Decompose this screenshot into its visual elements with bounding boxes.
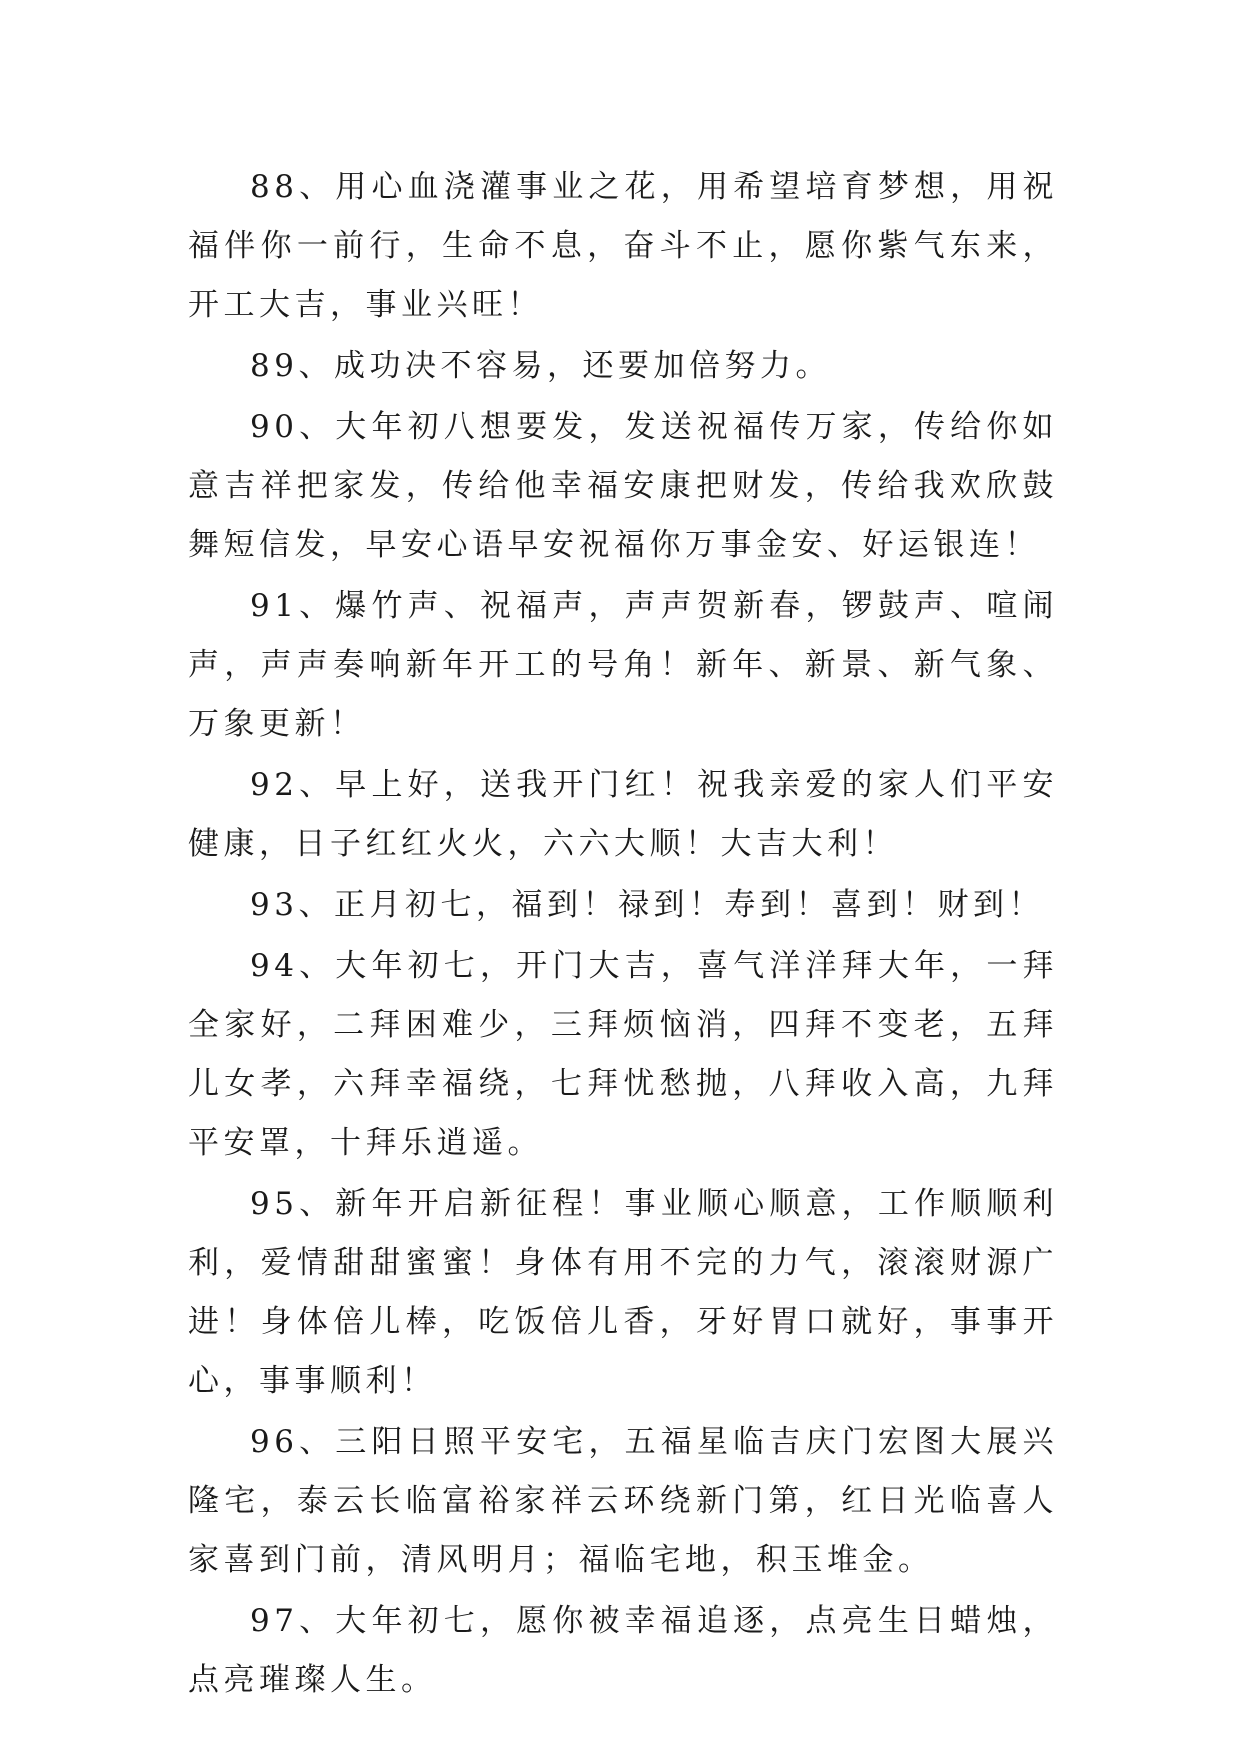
paragraph-94: 94、大年初七，开门大吉，喜气洋洋拜大年，一拜全家好，二拜困难少，三拜烦恼消，四拜不变老，五拜儿女孝，六拜幸福绕，七拜忧愁抛，八拜收入高，九拜平安罩，十拜乐逍遥。: [188, 948, 1058, 1161]
paragraph-96: 96、三阳日照平安宅，五福星临吉庆门宏图大展兴隆宅，泰云长临富裕家祥云环绕新门第，红日光临喜人家喜到门前，清风明月；福临宅地，积玉堆金。: [188, 1424, 1058, 1578]
document-body: [188, 158, 1058, 1712]
paragraph-95: 95、新年开启新征程！事业顺心顺意，工作顺顺利利，爱情甜甜蜜蜜！身体有用不完的力气，滚滚财源广进！身体倍儿棒，吃饭倍儿香，牙好胃口就好，事事开心，事事顺利！: [188, 1186, 1058, 1399]
paragraph-89: 89、成功决不容易，还要加倍努力。: [250, 348, 831, 384]
paragraph-97: 97、大年初七，愿你被幸福追逐，点亮生日蜡烛，点亮璀璨人生。: [188, 1603, 1058, 1698]
paragraph-90: 90、大年初八想要发，发送祝福传万家，传给你如意吉祥把家发，传给他幸福安康把财发，传给我欢欣鼓舞短信发，早安心语早安祝福你万事金安、好运银连！: [188, 409, 1058, 563]
paragraph-93: 93、正月初七，福到！禄到！寿到！喜到！财到！: [250, 887, 1044, 923]
paragraph-92: 92、早上好，送我开门红！祝我亲爱的家人们平安健康，日子红红火火，六六大顺！大吉大利！: [188, 767, 1058, 862]
paragraph-88: 88、用心血浇灌事业之花，用希望培育梦想，用祝福伴你一前行，生命不息，奋斗不止，愿你紫气东来，开工大吉，事业兴旺！: [188, 169, 1058, 323]
paragraph-91: 91、爆竹声、祝福声，声声贺新春，锣鼓声、喧闹声，声声奏响新年开工的号角！新年、新景、新气象、万象更新！: [188, 588, 1058, 742]
